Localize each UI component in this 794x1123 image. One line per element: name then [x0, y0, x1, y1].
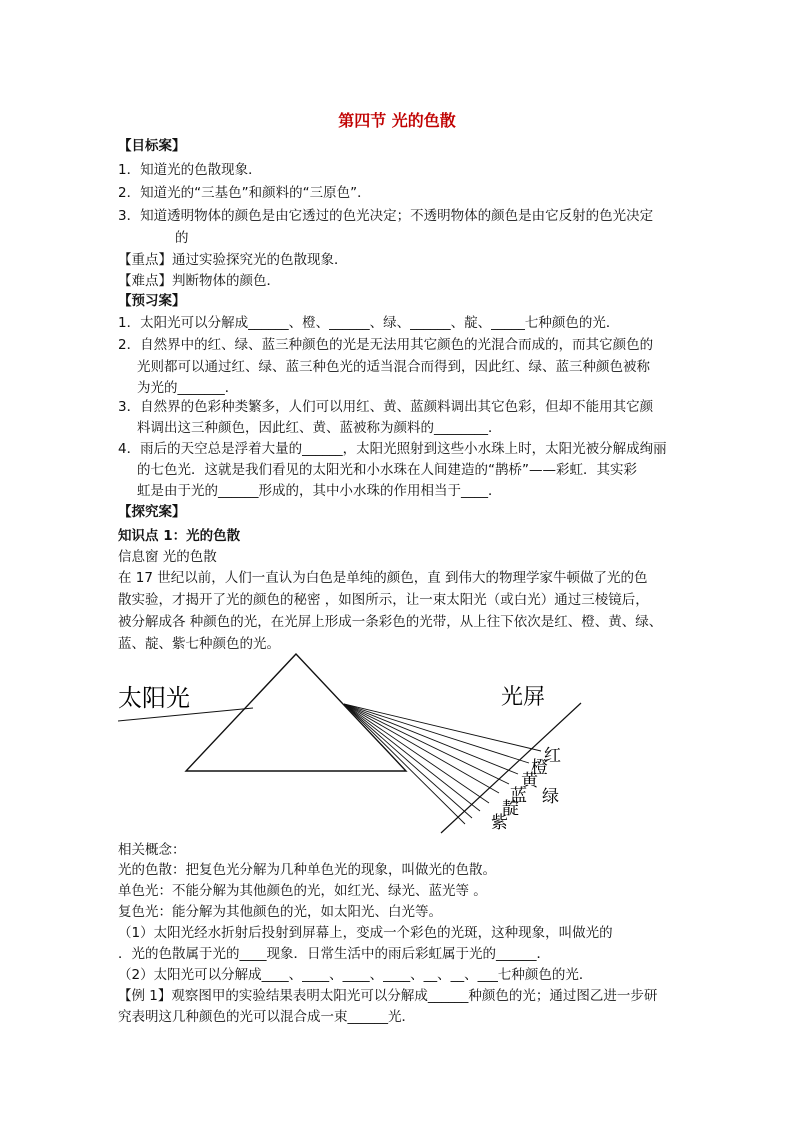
preview-item-2-cont-2: 为光的_______．: [137, 380, 239, 396]
knowledge-point-1: 知识点 1：光的色散: [118, 528, 241, 544]
preview-item-4-cont-2: 虹是由于光的______形成的，其中小水珠的作用相当于____．: [137, 483, 502, 499]
preview-item-4-cont-1: 的七色光．这就是我们看见的太阳光和小水珠在人间建造的“鹊桥”——彩虹．其实彩: [137, 462, 637, 478]
question-1-line-1: （1）太阳光经水折射后投射到屏幕上，变成一个彩色的光斑，这种现象，叫做光的: [118, 925, 613, 941]
page-title: 第四节 光的色散: [338, 111, 456, 130]
prism-dispersion-diagram: [118, 648, 598, 838]
section-preview-heading: 【预习案】: [118, 293, 186, 309]
example-1-line-1: 【例 1】观察图甲的实验结果表明太阳光可以分解成______种颜色的光；通过图乙进一步研: [118, 988, 658, 1004]
info-paragraph-line-4: 蓝、靛、紫七种颜色的光。: [118, 636, 280, 652]
key-point: 【重点】通过实验探究光的色散现象．: [118, 252, 348, 268]
color-label-red: 红: [544, 746, 561, 766]
goal-item-2: 2．知道光的“三基色”和颜料的“三原色”．: [118, 185, 371, 201]
goal-item-3-cont: 的: [175, 230, 189, 246]
screen-label: 光屏: [501, 685, 546, 710]
color-label-orange: 橙: [531, 758, 548, 778]
ray-green: [344, 704, 509, 784]
ray-extra-1: [344, 704, 472, 818]
question-2: （2）太阳光可以分解成____、____、____、____、__、__、___七种颜色的光．: [118, 967, 593, 983]
sunlight-label: 太阳光: [118, 684, 190, 712]
ray-orange: [344, 704, 529, 763]
color-label-indigo: 靛: [502, 799, 519, 819]
preview-item-2: 2．自然界中的红、绿、蓝三种颜色的光是无法用其它颜色的光混合而成的，而其它颜色的: [118, 337, 654, 353]
goal-item-3: 3．知道透明物体的颜色是由它透过的色光决定；不透明物体的颜色是由它反射的色光决定: [118, 208, 654, 224]
related-concepts-heading: 相关概念：: [118, 842, 186, 858]
info-window-heading: 信息窗 光的色散: [118, 549, 217, 565]
info-paragraph-line-1: 在 17 世纪以前，人们一直认为白色是单纯的颜色，直 到伟大的物理学家牛顿做了光的色: [118, 570, 648, 586]
ray-extra-2: [344, 704, 465, 824]
prism: [186, 654, 406, 771]
example-1-line-2: 究表明这几种颜色的光可以混合成一束______光．: [118, 1009, 415, 1025]
ray-blue: [344, 704, 499, 793]
concept-composite: 复色光：能分解为其他颜色的光，如太阳光、白光等。: [118, 904, 442, 920]
info-paragraph-line-2: 散实验，才揭开了光的颜色的秘密 ，如图所示，让一束太阳光（或白光）通过三棱镜后，: [118, 592, 649, 608]
preview-item-4: 4．雨后的天空总是浮着大量的______，太阳光照射到这些小水珠上时，太阳光被分解成绚丽: [118, 441, 667, 457]
info-paragraph-line-3: 被分解成各 种颜色的光，在光屏上形成一条彩色的光带，从上往下依次是红、橙、黄、绿、: [118, 614, 663, 630]
preview-item-3: 3．自然界的色彩种类繁多，人们可以用红、黄、蓝颜料调出其它色彩，但却不能用其它颜: [118, 399, 654, 415]
difficult-point: 【难点】判断物体的颜色．: [118, 273, 280, 289]
color-label-blue: 蓝: [510, 786, 527, 806]
preview-item-3-cont: 料调出这三种颜色，因此红、黄、蓝被称为颜料的________．: [137, 420, 502, 436]
section-goals-heading: 【目标案】: [118, 138, 186, 154]
preview-item-1: 1．太阳光可以分解成______、橙、______、绿、______、靛、_____七种颜色的光．: [118, 315, 620, 331]
color-label-violet: 紫: [491, 813, 508, 833]
goal-item-1: 1．知道光的色散现象．: [118, 162, 262, 178]
preview-item-2-cont-1: 光则都可以通过红、绿、蓝三种色光的适当混合而得到，因此红、绿、蓝三种颜色被称: [137, 359, 650, 375]
color-label-yellow: 黄: [521, 771, 538, 791]
concept-dispersion: 光的色散：把复色光分解为几种单色光的现象，叫做光的色散。: [118, 862, 496, 878]
concept-monochromatic: 单色光：不能分解为其他颜色的光，如红光、绿光、蓝光等 。: [118, 883, 487, 899]
color-label-green: 绿: [542, 787, 559, 807]
question-1-line-2: ．光的色散属于光的____现象．日常生活中的雨后彩虹属于光的______．: [118, 946, 550, 962]
section-explore-heading: 【探究案】: [118, 504, 186, 520]
